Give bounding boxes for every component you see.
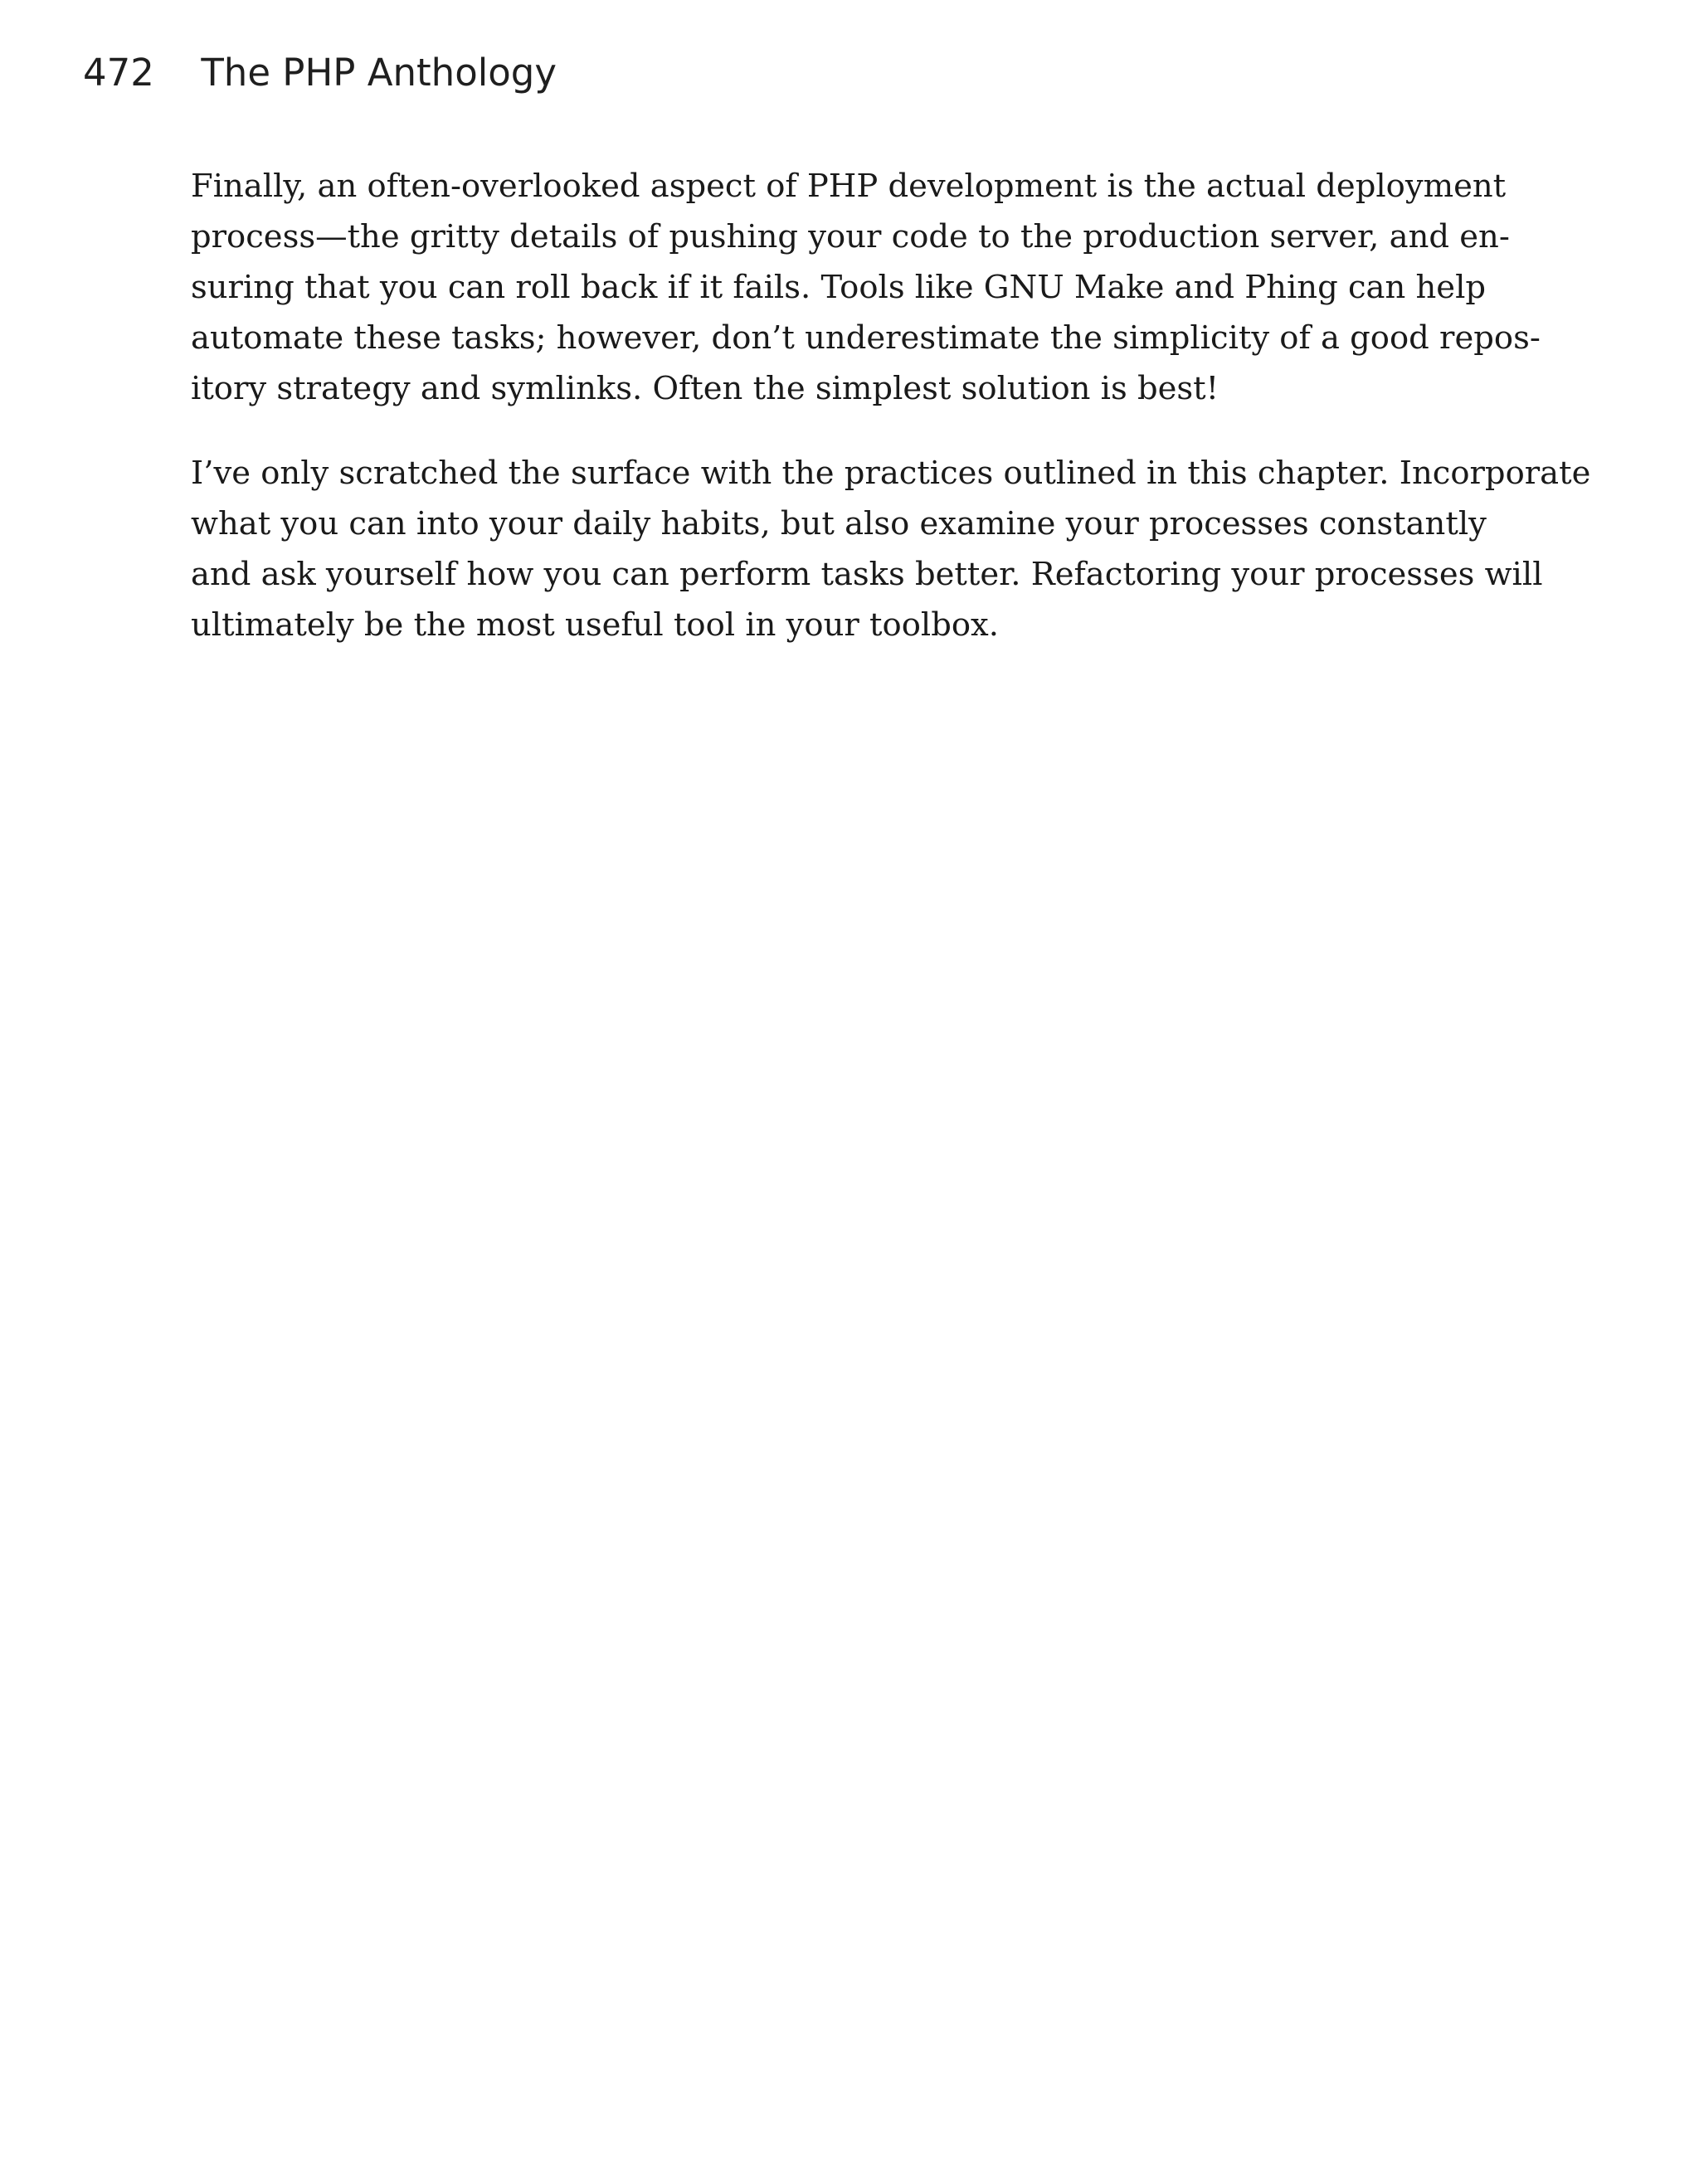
paragraph-line: what you can into your daily habits, but also examine your processes constantly bbox=[191, 505, 1487, 542]
paragraph-line: itory strategy and symlinks. Often the simplest solution is best! bbox=[191, 370, 1219, 407]
paragraph-line: suring that you can roll back if it fails. Tools like GNU Make and Phing can help bbox=[191, 269, 1487, 306]
page-number: 472 bbox=[83, 51, 154, 95]
paragraph-deployment bbox=[191, 161, 1541, 414]
paragraph-line: I’ve only scratched the surface with the practices outlined in this chapter. Incorporate bbox=[191, 455, 1591, 492]
page-header bbox=[83, 48, 557, 98]
body-text bbox=[191, 161, 1591, 650]
paragraph-line: and ask yourself how you can perform tasks better. Refactoring your processes will bbox=[191, 556, 1543, 593]
paragraph-line: process—the gritty details of pushing your code to the production server, and en- bbox=[191, 218, 1510, 255]
paragraph-line: Finally, an often-overlooked aspect of PHP development is the actual deployment bbox=[191, 168, 1507, 205]
paragraph-conclusion bbox=[191, 448, 1591, 650]
paragraph-line: ultimately be the most useful tool in your toolbox. bbox=[191, 606, 999, 644]
running-title: The PHP Anthology bbox=[201, 51, 557, 95]
paragraph-line: automate these tasks; however, don’t underestimate the simplicity of a good repos- bbox=[191, 319, 1541, 357]
